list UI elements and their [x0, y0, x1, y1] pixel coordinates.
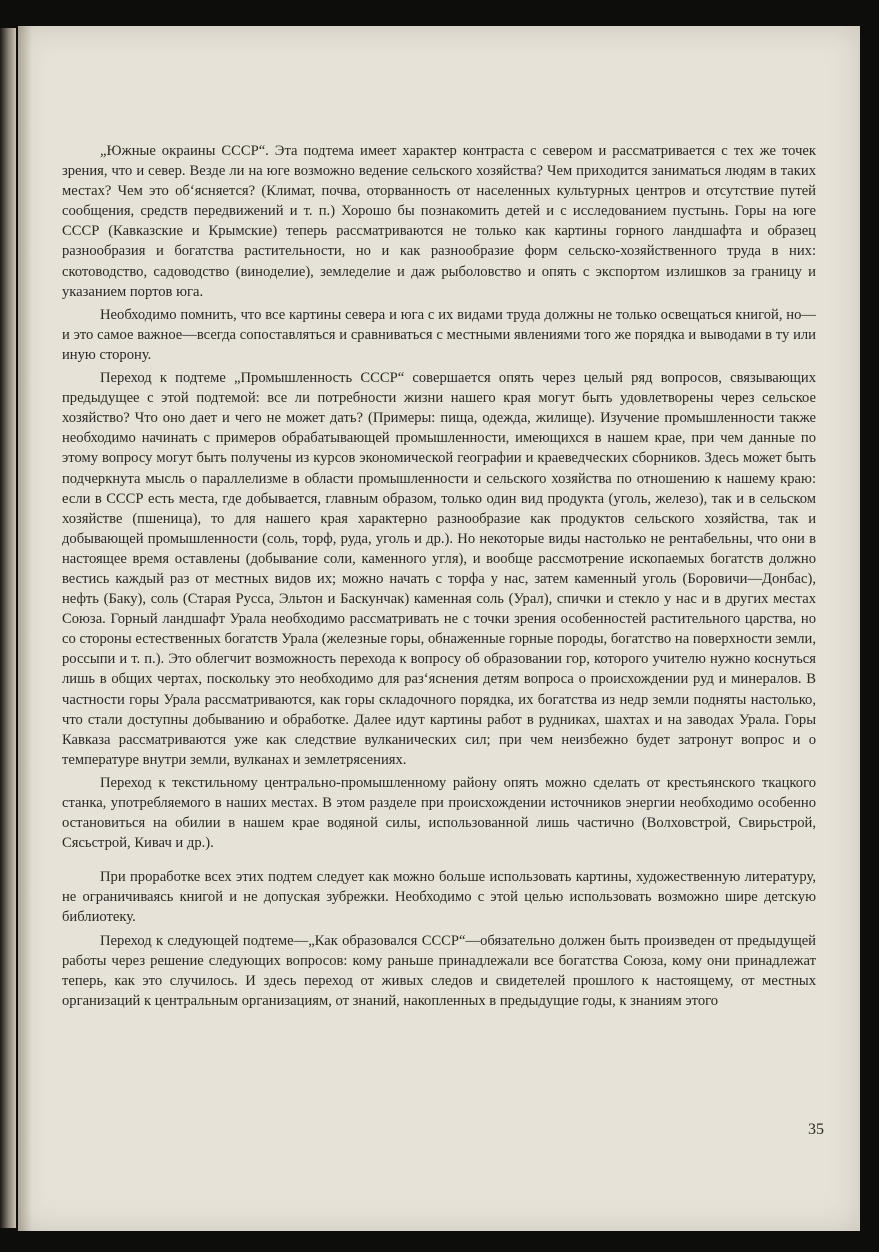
paragraph-materials: При проработке всех этих подтем следует как можно больше использовать картины, художественную литературу, не ограничиваясь книгой и не допуская зубрежки. Необходимо с этой целью использовать возможно шире детскую библиотеку.: [62, 869, 816, 926]
page-number: 35: [808, 1121, 824, 1138]
paragraph-textile-region: Переход к текстильному центрально-промышленному району опять можно сделать от крестьянского ткацкого станка, употребляемого в наших местах. В этом разделе при происхождении источников энергии необходимо особенно остановиться на обилии в нашем крае водяной силы, использованной лишь частично (Волховстрой, Свирьстрой, Сясьстрой, Кивач и др.).: [62, 774, 816, 852]
paragraph-southern-outskirts: „Южные окраины СССР“. Эта подтема имеет характер контраста с севером и рассматривается с тех же точек зрения, что и север. Везде ли на юге возможно ведение сельского хозяйства? Чем приходится заниматься людям в таких местах? Чем это об‘ясняется? (Климат, почва, оторванность от населенных культурных центров и отсутствие путей сообщения, средств передвижений и т. п.) Хорошо бы познакомить детей и с исследованием пустынь. Горы на юге СССР (Кавказские и Крымские) теперь рассматриваются не только как картины горного ландшафта и образец разнообразия и богатства растительности, но и как разнообразие форм сельско-хозяйственного труда в них: скотоводство, садоводство (виноделие), земледелие и даж рыболовство и опять с экспортом излишков за границу и указанием портов юга.: [62, 143, 816, 300]
paragraph-industry: Переход к подтеме „Промышленность СССР“ совершается опять через целый ряд вопросов, связывающих предыдущее с этой подтемой: все ли потребности жизни нашего края могут быть удовлетворены через сельское хозяйство? Что оно дает и чего не может дать? (Примеры: пища, одежда, жилище). Изучение промышленности также необходимо начинать с примеров обрабатывающей промышленности, имеющихся в нашем крае, при чем данные по этому вопросу могут быть получены из курсов экономической географии и краеведческих сборников. Здесь может быть подчеркнута мысль о параллелизме в области промышленности и сельского хозяйства по отношению к нашему краю: если в СССР есть места, где добывается, главным образом, только один вид продукта (уголь, железо), так и в сельском хозяйстве (пшеница), то для нашего края характерно разнообразие как продуктов сельского хозяйства, так и добывающей промышленности (соль, торф, руда, уголь и др.). Но некоторые виды настолько не рентабельны, что они в настоящее время оставлены (добывание соли, каменного угля), и вообще рассмотрение ископаемых богатств должно вестись каждый раз от местных видов их; можно начать с торфа у нас, затем каменный уголь (Боровичи—Донбас), нефть (Баку), соль (Старая Русса, Эльтон и Баскунчак) каменная соль (Урал), спички и стекло у нас и в других местах Союза. Горный ландшафт Урала необходимо рассматривать не с точки зрения особенностей растительного царства, но со стороны естественных богатств Урала (железные горы, обнаженные горные породы, богатство на поверхности земли, россыпи и т. п.). Это облегчит возможность перехода к вопросу об образовании гор, которого учителю нужно коснуться лишь в общих чертах, поскольку это необходимо для раз‘яснения детям вопроса о происхождении руд и минералов. В частности горы Урала рассматриваются, как горы складочного порядка, их богатства из недр земли подняты настолько, что стали доступны добыванию и обработке. Далее идут картины работ в рудниках, шахтах и на заводах Урала. Горы Кавказа рассматриваются уже как следствие вулканических сил; при чем неизбежно будет затронут вопрос и о температуре внутри земли, вулканах и землетрясениях.: [62, 370, 816, 768]
book-page: [18, 26, 860, 1231]
paragraph-ussr-formation: Переход к следующей подтеме—„Как образовался СССР“—обязательно должен быть произведен от предыдущей работы через решение следующих вопросов: кому раньше принадлежали все богатства Союза, кому они принадлежат теперь, как это случилось. И здесь переход от живых следов и свидетелей прошлого к настоящему, от местных организаций к центральным организациям, от знаний, накопленных в предыдущие годы, к знаниям этого: [62, 932, 816, 1009]
adjacent-page-edge: [0, 28, 16, 1228]
body-text: [62, 141, 816, 1011]
paragraph-north-south-comparison: Необходимо помнить, что все картины севера и юга с их видами труда должны не только освещаться книгой, но—и это самое важное—всегда сопоставляться и сравниваться с местными явлениями того же порядка и выводами в ту или иную сторону.: [62, 306, 816, 363]
page-gutter-shadow: [18, 26, 32, 1231]
